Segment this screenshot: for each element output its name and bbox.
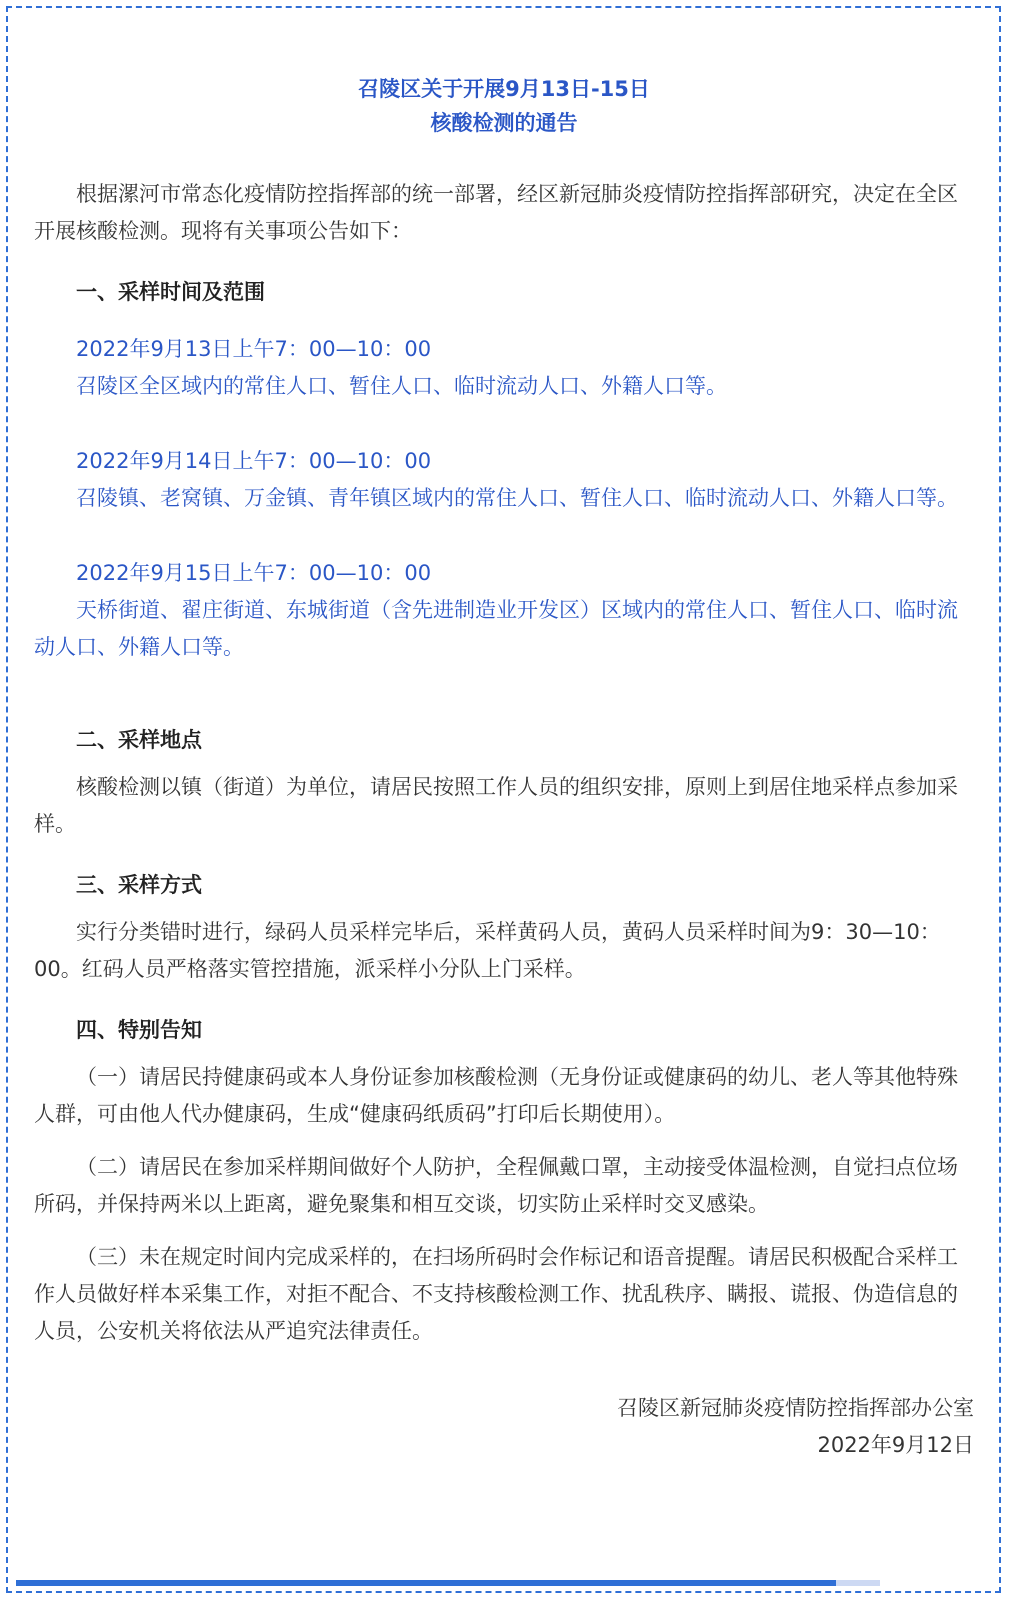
bottom-accent-bar [16, 1580, 836, 1586]
title-line-1: 召陵区关于开展9月13日-15日 [358, 77, 650, 101]
issuing-office: 召陵区新冠肺炎疫情防控指挥部办公室 [617, 1396, 974, 1420]
section-2-body: 核酸检测以镇（街道）为单位，请居民按照工作人员的组织安排，原则上到居住地采样点参加采样。 [34, 775, 958, 836]
special-notice-item-2: （二）请居民在参加采样期间做好个人防护，全程佩戴口罩，主动接受体温检测，自觉扫点位场所码，并保持两米以上距离，避免聚集和相互交谈，切实防止采样时交叉感染。 [34, 1155, 958, 1216]
section-3-body: 实行分类错时进行，绿码人员采样完毕后，采样黄码人员，黄码人员采样时间为9：30—10：00。红码人员严格落实管控措施，派采样小分队上门采样。 [34, 920, 941, 981]
signature-block [34, 1390, 974, 1464]
schedule-time: 2022年9月14日上午7：00—10：00 [76, 449, 432, 473]
schedule-time: 2022年9月15日上午7：00—10：00 [76, 561, 432, 585]
notice-content [34, 72, 974, 1464]
schedule-day-3 [34, 555, 974, 666]
schedule-day-2 [34, 443, 974, 517]
intro-paragraph: 根据漯河市常态化疫情防控指挥部的统一部署，经区新冠肺炎疫情防控指挥部研究，决定在全区开展核酸检测。现将有关事项公告如下： [34, 182, 958, 243]
section-1-heading: 一、采样时间及范围 [76, 280, 265, 304]
schedule-scope: 召陵镇、老窝镇、万金镇、青年镇区域内的常住人口、暂住人口、临时流动人口、外籍人口等。 [76, 486, 958, 510]
schedule-scope: 天桥街道、翟庄街道、东城街道（含先进制造业开发区）区域内的常住人口、暂住人口、临时流动人口、外籍人口等。 [34, 598, 958, 659]
issue-date: 2022年9月12日 [817, 1433, 974, 1457]
section-4-heading: 四、特别告知 [76, 1018, 202, 1042]
special-notice-item-1: （一）请居民持健康码或本人身份证参加核酸检测（无身份证或健康码的幼儿、老人等其他特殊人群，可由他人代办健康码，生成“健康码纸质码”打印后长期使用）。 [34, 1065, 958, 1126]
section-2-heading: 二、采样地点 [76, 728, 202, 752]
special-notice-item-3: （三）未在规定时间内完成采样的，在扫场所码时会作标记和语音提醒。请居民积极配合采样工作人员做好样本采集工作，对拒不配合、不支持核酸检测工作、扰乱秩序、瞒报、谎报、伪造信息的人员，公安机关将依法从严追究法律责任。 [34, 1245, 958, 1343]
section-3-heading: 三、采样方式 [76, 873, 202, 897]
bottom-accent-bar-tail [836, 1580, 880, 1586]
schedule-day-1 [34, 331, 974, 405]
schedule-time: 2022年9月13日上午7：00—10：00 [76, 337, 432, 361]
notice-title [34, 72, 974, 140]
title-line-2: 核酸检测的通告 [430, 111, 578, 135]
schedule-scope: 召陵区全区域内的常住人口、暂住人口、临时流动人口、外籍人口等。 [76, 374, 727, 398]
